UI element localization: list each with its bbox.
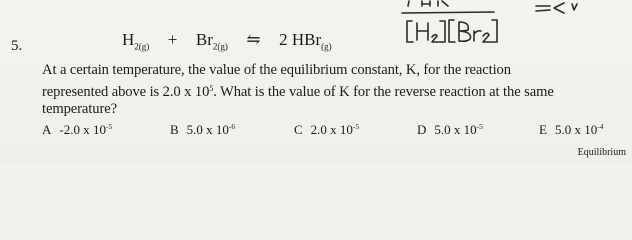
choice-d[interactable]: D 5.0 x $10^{-5}$ <box>417 122 483 137</box>
equilibrium-arrow: ⇋ <box>246 30 261 49</box>
question-number: 5. <box>11 38 23 54</box>
choice-c[interactable]: C 2.0 x $10^{-5}$ <box>294 122 360 137</box>
answer-choices <box>42 122 632 142</box>
question-line-2: represented above is 2.0 x $10^5$. What is the value of K for the reverse reaction at the same <box>42 83 554 100</box>
reactant-br2: $Br_{2(g)}$ <box>195 30 228 52</box>
chemical-equation <box>122 30 332 51</box>
plus-sign: + <box>167 30 178 49</box>
question-line-1: At a certain temperature, the value of the equilibrium constant, K, for the reaction <box>42 62 511 78</box>
handwritten-expression-sketch <box>378 0 632 56</box>
question-text <box>42 62 632 119</box>
choice-e[interactable]: E 5.0 x $10^{-4}$ <box>539 122 604 137</box>
choice-b[interactable]: B 5.0 x $10^{-6}$ <box>170 122 236 137</box>
choice-a[interactable]: A -2.0 x $10^{-5}$ <box>42 122 113 137</box>
topic-label: Equilibrium <box>577 147 626 158</box>
product-hbr: 2 HBr$_{(g)}$ <box>279 30 332 52</box>
question-line-3: temperature? <box>42 101 117 118</box>
reactant-h2: $H_{2(g)}$ <box>122 30 150 52</box>
